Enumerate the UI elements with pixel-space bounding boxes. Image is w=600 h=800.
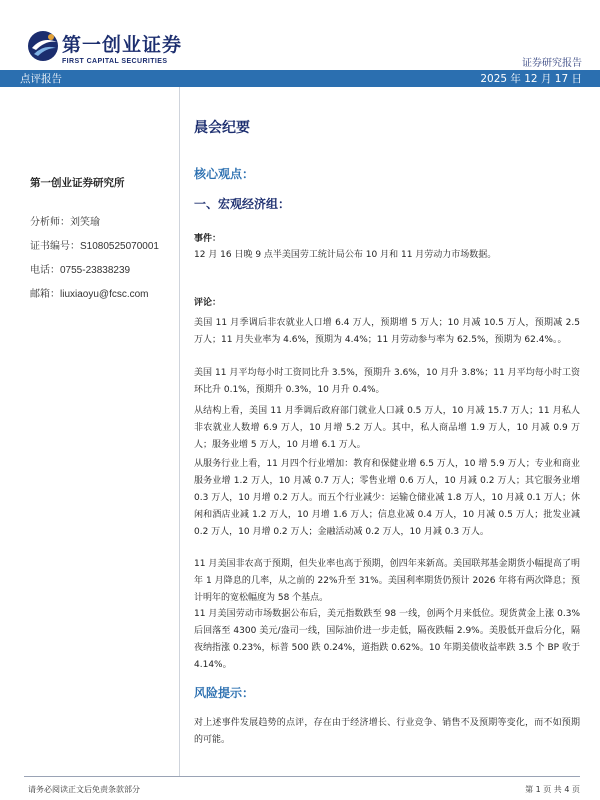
phone-line	[30, 261, 130, 276]
footer-disclaimer: 请务必阅读正文后免责条款部分	[28, 785, 140, 794]
group-heading: 一、宏观经济组：	[194, 197, 291, 211]
cert-line	[30, 237, 159, 252]
comment-paragraph: 从结构上看，美国 11 月季调后政府部门就业人口减 0.5 万人，10 月减 15.7 万人；11 月私人非农就业人数增 6.9 万人，10 月增 5.2 万人。其中，私人商品增 1.9 万人，10 月减 0.9 万人；服务业增 5 万人，10 月增 6.1 万人。	[194, 406, 580, 450]
event-label: 事件：	[194, 234, 222, 244]
comment-paragraph: 美国 11 月季调后非农就业人口增 6.4 万人，预期增 5 万人；10 月减 10.5 万人，预期减 2.5 万人；11 月失业率为 4.6%，预期为 4.4%；11 月劳动参与率为 62.5%，预期为 62.4%。。	[194, 318, 580, 345]
analyst-line	[30, 213, 100, 228]
report-date: 2025 年 12 月 17 日	[480, 73, 582, 85]
cert-label: 证书编号：	[30, 241, 80, 252]
phone-value: 0755-23838239	[60, 265, 131, 276]
comment-paragraph: 从服务行业上看，11 月四个行业增加：教育和保健业增 6.5 万人，10 增 5.9 万人；专业和商业服务业增 1.2 万人，10 月减 0.7 万人；零售业增 0.6 万人，10 月减 0.2 万人；其它服务业增 0.3 万人，10 月增 0.2 万人。而五个行业减少：运输仓储业减 1.8 万人，10 月减 0.1 万人；休闲和酒店业减 1.2 万人，10 月增 1.6 万人；信息业减 0.4 万人，10 月减 0.5 万人；批发业减 0.2 万人，10 月增 0.2 万人；金融活动减 0.2 万人，10 月减 0.3 万人。	[194, 459, 580, 537]
report-category: 点评报告	[20, 73, 62, 85]
comment-label: 评论：	[194, 298, 222, 308]
institute-name: 第一创业证券研究所	[30, 177, 125, 189]
email-value[interactable]: liuxiaoyu@fcsc.com	[60, 289, 149, 300]
risk-text: 对上述事件发展趋势的点评，存在由于经济增长、行业竞争、销售不及预期等变化，而不如预期的可能。	[194, 718, 580, 745]
header-bar	[0, 70, 600, 87]
brand-name-en: FIRST CAPITAL SECURITIES	[62, 58, 168, 65]
footer-divider	[24, 776, 580, 777]
brand-block	[62, 30, 182, 65]
email-label: 邮箱：	[30, 289, 60, 300]
analyst-value: 刘笑瑜	[70, 217, 100, 228]
core-heading: 核心观点：	[194, 167, 255, 181]
phone-label: 电话：	[30, 265, 60, 276]
cert-value: S1080525070001	[80, 241, 159, 252]
comment-paragraph: 美国 11 月平均每小时工资同比升 3.5%，预期升 3.6%，10 月升 3.8%；11 月平均每小时工资环比升 0.1%，预期升 0.3%，10 月升 0.4%。	[194, 368, 580, 395]
report-type: 证券研究报告	[522, 58, 582, 69]
comment-paragraph: 11 月美国非农高于预期，但失业率也高于预期，创四年来新高。美国联邦基金期货小幅提高了明年 1 月降息的几率，从之前的 22%升至 31%。美国利率期货仍预计 2026 年将有两次降息；预计明年的宽松幅度为 58 个基点。	[194, 559, 580, 603]
page-number: 第 1 页 共 4 页	[525, 785, 580, 794]
risk-heading: 风险提示：	[194, 686, 255, 700]
brand-name-cn: 第一创业证券	[62, 34, 183, 56]
sidebar	[0, 87, 180, 777]
email-line	[30, 285, 149, 300]
page-header	[0, 0, 600, 70]
company-logo-icon	[24, 26, 64, 66]
page-title: 晨会纪要	[194, 120, 250, 136]
comment-paragraph: 11 月美国劳动市场数据公布后，美元指数跌至 98 一线，创两个月来低位。现货黄金上涨 0.3%后回落至 4300 美元/盎司一线，国际油价进一步走低，隔夜跌幅 2.9%。美股低开盘后分化，隔夜纳指涨 0.23%，标普 500 跌 0.24%，道指跌 0.62%。10 年期美债收益率跌 3.5 个 BP 收于 4.14%。	[194, 609, 580, 670]
event-text: 12 月 16 日晚 9 点半美国劳工统计局公布 10 月和 11 月劳动力市场数据。	[194, 250, 497, 260]
analyst-label: 分析师：	[30, 217, 70, 228]
